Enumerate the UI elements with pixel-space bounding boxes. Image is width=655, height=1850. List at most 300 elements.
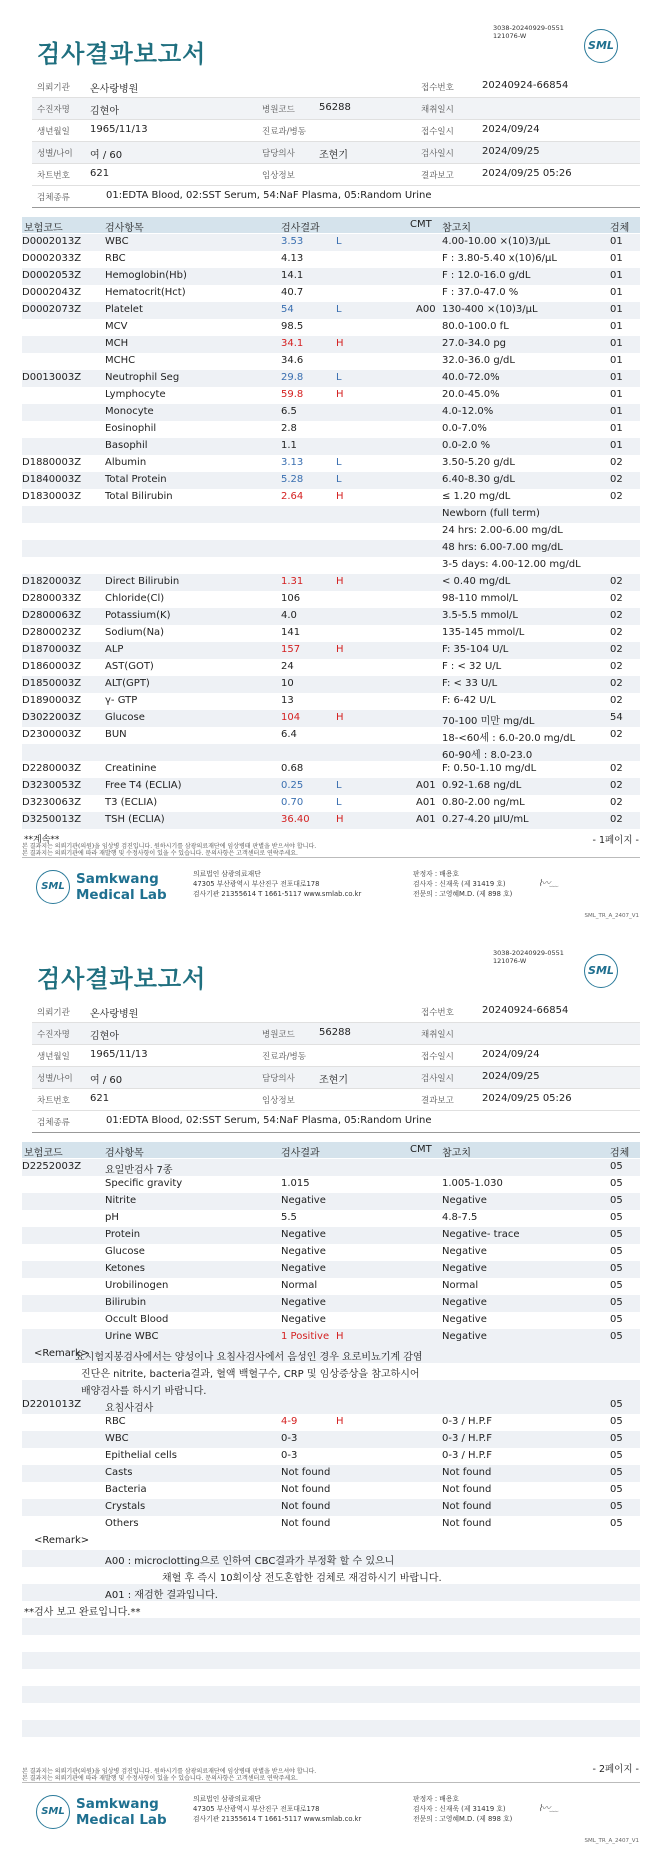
specimen-code: 01 [610, 423, 623, 434]
table-row [22, 744, 640, 761]
col-code: 보험코드 [24, 223, 63, 234]
results-table-header [22, 217, 640, 233]
report-page-2 [0, 925, 655, 1850]
reference-range: Negative [442, 1297, 487, 1308]
specimen-code: 05 [610, 1229, 623, 1240]
test-result: 104 [281, 712, 301, 723]
specimen-code: 01 [610, 236, 623, 247]
reference-range: 24 hrs: 2.00-6.00 mg/dL [442, 525, 563, 536]
table-row [22, 1431, 640, 1448]
signatories [413, 869, 512, 899]
label-specimen: 검체종류 [37, 1118, 70, 1128]
sml-logo-icon [36, 1795, 70, 1829]
label-patient: 수진자명 [37, 105, 70, 115]
test-code: D2300003Z [22, 729, 82, 740]
test-name: Creatinine [105, 763, 157, 774]
value-specimen: 01:EDTA Blood, 02:SST Serum, 54:NaF Plasma, 05:Random Urine [106, 190, 432, 201]
remark-row [22, 1380, 640, 1397]
table-row [22, 625, 640, 642]
table-row [22, 489, 640, 506]
table-row [22, 1499, 640, 1516]
value-receipt-no: 20240924-66854 [482, 1005, 569, 1016]
col-cmt: CMT [410, 1144, 432, 1155]
table-row [22, 234, 640, 251]
reference-range: F: 6-42 U/L [442, 695, 496, 706]
test-result: 0.70 [281, 797, 304, 808]
test-name: Neutrophil Seg [105, 372, 180, 383]
test-code: D1860003Z [22, 661, 82, 672]
table-row [22, 1210, 640, 1227]
document-id-line: 3038-20240929-0551 [493, 949, 564, 957]
label-dob: 생년월일 [37, 127, 70, 137]
sml-logo-text: SML [41, 881, 65, 892]
label-clinical-info: 임상정보 [262, 171, 295, 181]
value-received: 2024/09/24 [482, 1049, 540, 1060]
specimen-code: 02 [610, 814, 623, 825]
reference-range: 0.80-2.00 ng/mL [442, 797, 525, 808]
table-row [22, 710, 640, 727]
form-code: SML_TR_A_2407_V1 [584, 1838, 639, 1844]
specimen-code: 05 [610, 1246, 623, 1257]
test-code: D2800033Z [22, 593, 82, 604]
test-name: RBC [105, 253, 126, 264]
specimen-code: 02 [610, 593, 623, 604]
reference-range: 4.0-12.0% [442, 406, 494, 417]
test-result: 0.25 [281, 780, 304, 791]
test-name: MCHC [105, 355, 136, 366]
result-flag: H [336, 1416, 344, 1427]
reference-range: 130-400 ×(10)3/μL [442, 304, 538, 315]
test-name: Lymphocyte [105, 389, 166, 400]
sml-logo-text: SML [588, 964, 614, 977]
table-row [22, 1244, 640, 1261]
reference-range: Normal [442, 1280, 479, 1291]
test-result: 14.1 [281, 270, 304, 281]
test-result: 2.64 [281, 491, 304, 502]
lab-name-line: Samkwang [76, 871, 159, 887]
reference-range: 3.5-5.5 mmol/L [442, 610, 518, 621]
test-code: D1830003Z [22, 491, 82, 502]
label-receipt-no: 접수번호 [421, 1008, 454, 1018]
result-flag: H [336, 1331, 344, 1342]
result-flag: L [336, 236, 342, 247]
lab-address [193, 869, 361, 899]
reference-range: 48 hrs: 6.00-7.00 mg/dL [442, 542, 563, 553]
reference-range: 0.27-4.20 μIU/mL [442, 814, 529, 825]
specimen-code: 02 [610, 763, 623, 774]
reference-range: F : 37.0-47.0 % [442, 287, 519, 298]
reference-range: 70-100 미만 mg/dL [442, 716, 535, 727]
label-tested: 검사일시 [421, 149, 454, 159]
reference-range: 20.0-45.0% [442, 389, 500, 400]
test-name: TSH (ECLIA) [105, 814, 165, 825]
specimen-code: 01 [610, 304, 623, 315]
table-row [22, 778, 640, 795]
table-row [22, 795, 640, 812]
results-table-body [22, 234, 640, 829]
specimen-code: 02 [610, 627, 623, 638]
form-code: SML_TR_A_2407_V1 [584, 913, 639, 919]
specimen-code: 05 [610, 1433, 623, 1444]
reference-range: 18-<60세 : 6.0-20.0 mg/dL [442, 733, 576, 744]
table-row [22, 404, 640, 421]
value-doctor: 조현기 [319, 1075, 348, 1086]
sml-logo-text: SML [41, 1806, 65, 1817]
test-code: D2800063Z [22, 610, 82, 621]
specimen-code: 02 [610, 491, 623, 502]
signatories [413, 1794, 512, 1824]
test-name: AST(GOT) [105, 661, 154, 672]
test-name: pH [105, 1212, 119, 1223]
test-name: Crystals [105, 1501, 146, 1512]
col-ref: 참고치 [442, 223, 471, 234]
signatory-line: 전문의 : 고영혜M.D. (제 898 호) [413, 890, 513, 898]
result-flag: L [336, 780, 342, 791]
label-sex-age: 성별/나이 [37, 1074, 73, 1084]
reference-range: Negative [442, 1195, 487, 1206]
result-flag: H [336, 712, 344, 723]
test-code: D2280003Z [22, 763, 82, 774]
reference-range: F : 3.80-5.40 x(10)6/μL [442, 253, 557, 264]
table-row [22, 319, 640, 336]
value-patient: 김현아 [90, 1031, 119, 1042]
table-row [22, 251, 640, 268]
table-row [22, 1193, 640, 1210]
table-row [22, 540, 640, 557]
table-row [22, 1278, 640, 1295]
specimen-code: 02 [610, 661, 623, 672]
test-result: 1.1 [281, 440, 297, 451]
reference-range: Negative- trace [442, 1229, 520, 1240]
header-row [32, 1067, 640, 1089]
signature-mark: ⌇〰﹏ [538, 879, 558, 889]
specimen-code: 02 [610, 576, 623, 587]
specimen-code: 01 [610, 338, 623, 349]
lab-name-line: Medical Lab [76, 887, 167, 903]
comment-code: A01 [416, 780, 436, 791]
table-row [22, 1227, 640, 1244]
header-row [32, 1089, 640, 1111]
specimen-code: 02 [610, 457, 623, 468]
test-code: D1890003Z [22, 695, 82, 706]
test-name: Others [105, 1518, 139, 1529]
test-name: Nitrite [105, 1195, 137, 1206]
test-result: Not found [281, 1501, 331, 1512]
remark-label: <Remark> [34, 1535, 90, 1546]
sml-logo-text: SML [588, 39, 614, 52]
table-row [22, 761, 640, 778]
specimen-code: 54 [610, 712, 623, 723]
table-row [22, 421, 640, 438]
test-name: Glucose [105, 712, 145, 723]
result-flag: L [336, 457, 342, 468]
remark-text: 채혈 후 즉시 10회이상 전도혼합한 검체로 재검하시기 바랍니다. [162, 1573, 442, 1584]
test-name: Free T4 (ECLIA) [105, 780, 182, 791]
label-specimen: 검체종류 [37, 193, 70, 203]
continued-marker: **계속** [24, 835, 60, 845]
test-name: WBC [105, 236, 129, 247]
signatory-line: 판정자 : 배용호 [413, 1795, 460, 1803]
header-row [32, 76, 640, 98]
reference-range: 3.50-5.20 g/dL [442, 457, 515, 468]
empty-row [22, 1686, 640, 1703]
test-result: Not found [281, 1467, 331, 1478]
specimen-code: 05 [610, 1263, 623, 1274]
table-row [22, 1159, 640, 1176]
test-name: Hematocrit(Hct) [105, 287, 186, 298]
reference-range: Negative [442, 1263, 487, 1274]
table-row [22, 353, 640, 370]
reference-range: F: 0.50-1.10 mg/dL [442, 763, 537, 774]
reference-range: 3-5 days: 4.00-12.00 mg/dL [442, 559, 581, 570]
specimen-code: 05 [610, 1331, 623, 1342]
test-name: 요일반검사 7종 [105, 1165, 173, 1176]
header-row [32, 1111, 640, 1133]
label-chart-no: 차트번호 [37, 171, 70, 181]
reference-range: Negative [442, 1246, 487, 1257]
specimen-code: 01 [610, 440, 623, 451]
empty-row [22, 1703, 640, 1720]
label-dept: 진료과/병동 [262, 127, 306, 137]
label-received: 접수일시 [421, 1052, 454, 1062]
value-chart-no: 621 [90, 1093, 110, 1104]
table-row [22, 1397, 640, 1414]
header-row [32, 142, 640, 164]
lab-name [76, 1796, 167, 1828]
value-received: 2024/09/24 [482, 124, 540, 135]
test-code: D1880003Z [22, 457, 82, 468]
test-name: Total Protein [105, 474, 167, 485]
table-row [22, 557, 640, 574]
test-result: 157 [281, 644, 301, 655]
test-name: Protein [105, 1229, 141, 1240]
report-complete-text: **검사 보고 완료입니다.** [24, 1607, 141, 1618]
specimen-code: 01 [610, 287, 623, 298]
test-result: Not found [281, 1484, 331, 1495]
reference-range: Not found [442, 1518, 492, 1529]
test-result: 1 Positive [281, 1331, 330, 1342]
col-item: 검사항목 [105, 1148, 144, 1159]
test-result: 54 [281, 304, 294, 315]
test-name: ALP [105, 644, 124, 655]
result-flag: H [336, 389, 344, 400]
patient-header [32, 76, 640, 208]
table-row [22, 455, 640, 472]
value-specimen: 01:EDTA Blood, 02:SST Serum, 54:NaF Plasma, 05:Random Urine [106, 1115, 432, 1126]
label-hospital-code: 병원코드 [262, 1030, 295, 1040]
table-row [22, 1516, 640, 1533]
reference-range: F: < 33 U/L [442, 678, 498, 689]
specimen-code: 02 [610, 610, 623, 621]
remark-text: 요시험지봉검사에서는 양성이나 요침사검사에서 음성인 경우 요로비뇨기계 감염 [75, 1352, 423, 1363]
org-line: 47305 부산광역시 부산진구 전포대로178 [193, 1805, 320, 1813]
document-id-line: 3038-20240929-0551 [493, 24, 564, 32]
value-sex-age: 여 / 60 [90, 1075, 123, 1086]
footer-divider [22, 857, 640, 858]
result-flag: H [336, 644, 344, 655]
table-row [22, 1261, 640, 1278]
header-row [32, 1001, 640, 1023]
value-reported: 2024/09/25 05:26 [482, 1093, 572, 1104]
remark-row [22, 1363, 640, 1380]
test-result: 6.4 [281, 729, 297, 740]
table-row [22, 693, 640, 710]
specimen-code: 05 [610, 1467, 623, 1478]
test-name: Urine WBC [105, 1331, 159, 1342]
label-dept: 진료과/병동 [262, 1052, 306, 1062]
table-row [22, 1482, 640, 1499]
value-dob: 1965/11/13 [90, 124, 148, 135]
signatory-line: 판정자 : 배용호 [413, 870, 460, 878]
result-flag: H [336, 491, 344, 502]
footer-note [22, 843, 316, 857]
header-row [32, 120, 640, 142]
remark-text: A00 : microclotting으로 인하여 CBC결과가 부정확 할 수 있으니 [105, 1556, 395, 1567]
label-received: 접수일시 [421, 127, 454, 137]
test-result: Negative [281, 1297, 326, 1308]
specimen-code: 02 [610, 695, 623, 706]
table-row [22, 727, 640, 744]
test-result: 4.0 [281, 610, 297, 621]
empty-row [22, 1652, 640, 1669]
test-result: 34.1 [281, 338, 304, 349]
label-doctor: 담당의사 [262, 1074, 295, 1084]
remark-row [22, 1601, 640, 1618]
reference-range: 4.8-7.5 [442, 1212, 478, 1223]
reference-range: 135-145 mmol/L [442, 627, 525, 638]
value-sex-age: 여 / 60 [90, 150, 123, 161]
test-code: D1820003Z [22, 576, 82, 587]
test-code: D2252003Z [22, 1161, 82, 1172]
test-name: γ- GTP [105, 695, 138, 706]
footer-note-line: 본 결과지는 의뢰기관(의원)을 임상병 검진입니다. 원하시기를 삼광의료재단에 임상병태 판별을 받으셔야 합니다. [22, 1768, 317, 1775]
test-result: Negative [281, 1229, 326, 1240]
reference-range: 98-110 mmol/L [442, 593, 518, 604]
page-number: - 1페이지 - [592, 835, 639, 846]
test-name: WBC [105, 1433, 129, 1444]
table-row [22, 608, 640, 625]
test-code: D0013003Z [22, 372, 82, 383]
reference-range: 1.005-1.030 [442, 1178, 503, 1189]
remark-label: <Remark> [34, 1348, 90, 1359]
value-institution: 온사랑병원 [90, 1009, 139, 1020]
test-result: 3.53 [281, 236, 304, 247]
reference-range: 6.40-8.30 g/dL [442, 474, 515, 485]
table-row [22, 659, 640, 676]
table-row [22, 336, 640, 353]
table-row [22, 812, 640, 829]
reference-range: Not found [442, 1467, 492, 1478]
specimen-code: 05 [610, 1178, 623, 1189]
results-table-header [22, 1142, 640, 1158]
signature-mark: ⌇〰﹏ [538, 1804, 558, 1814]
test-code: D1840003Z [22, 474, 82, 485]
test-code: D1870003Z [22, 644, 82, 655]
test-code: D0002033Z [22, 253, 82, 264]
label-receipt-no: 접수번호 [421, 83, 454, 93]
test-code: D1850003Z [22, 678, 82, 689]
label-institution: 의뢰기관 [37, 1008, 70, 1018]
specimen-code: 05 [610, 1450, 623, 1461]
specimen-code: 02 [610, 678, 623, 689]
specimen-code: 02 [610, 780, 623, 791]
table-row [22, 1465, 640, 1482]
test-result: 0-3 [281, 1450, 298, 1461]
test-result: Negative [281, 1314, 326, 1325]
header-row [32, 98, 640, 120]
col-result: 검사결과 [281, 223, 320, 234]
empty-row [22, 1720, 640, 1737]
result-flag: L [336, 304, 342, 315]
test-result: Normal [281, 1280, 318, 1291]
document-id-line: 121076-W [493, 957, 527, 965]
footer-divider [22, 1782, 640, 1783]
label-clinical-info: 임상정보 [262, 1096, 295, 1106]
test-name: Bilirubin [105, 1297, 147, 1308]
reference-range: F : 12.0-16.0 g/dL [442, 270, 531, 281]
col-result: 검사결과 [281, 1148, 320, 1159]
table-row [22, 676, 640, 693]
test-name: Albumin [105, 457, 147, 468]
value-hospital-code: 56288 [319, 102, 351, 113]
value-doctor: 조현기 [319, 150, 348, 161]
col-item: 검사항목 [105, 223, 144, 234]
test-code: D2201013Z [22, 1399, 82, 1410]
value-reported: 2024/09/25 05:26 [482, 168, 572, 179]
reference-range: Negative [442, 1314, 487, 1325]
remark-text: 배양검사를 하시기 바랍니다. [81, 1386, 207, 1397]
reference-range: 4.00-10.00 ×(10)3/μL [442, 236, 551, 247]
label-collected: 채취일시 [421, 105, 454, 115]
document-id [493, 949, 564, 965]
specimen-code: 05 [610, 1195, 623, 1206]
reference-range: 40.0-72.0% [442, 372, 500, 383]
test-name: Monocyte [105, 406, 154, 417]
test-code: D3250013Z [22, 814, 82, 825]
test-result: 13 [281, 695, 294, 706]
remark-row [22, 1533, 640, 1550]
header-row [32, 186, 640, 208]
reference-range: Newborn (full term) [442, 508, 540, 519]
reference-range: 80.0-100.0 fL [442, 321, 509, 332]
label-doctor: 담당의사 [262, 149, 295, 159]
test-result: 6.5 [281, 406, 297, 417]
sml-logo-icon [36, 870, 70, 904]
comment-code: A01 [416, 797, 436, 808]
test-name: Potassium(K) [105, 610, 171, 621]
test-result: Negative [281, 1246, 326, 1257]
test-name: Chloride(Cl) [105, 593, 165, 604]
result-flag: L [336, 474, 342, 485]
specimen-code: 02 [610, 729, 623, 740]
footer-note-line: 본 결과지는 의뢰기관에 따라 재발행 및 수정사항이 있을 수 있습니다. 문의사항은 고객센터로 연락주세요. [22, 850, 298, 857]
signatory-line: 검사자 : 신재욱 (제 31419 호) [413, 880, 506, 888]
table-row [22, 268, 640, 285]
header-row [32, 1045, 640, 1067]
col-specimen: 검체 [610, 223, 630, 234]
table-row [22, 438, 640, 455]
col-ref: 참고치 [442, 1148, 471, 1159]
specimen-code: 01 [610, 355, 623, 366]
label-tested: 검사일시 [421, 1074, 454, 1084]
empty-row [22, 1618, 640, 1635]
label-reported: 결과보고 [421, 171, 454, 181]
test-name: Eosinophil [105, 423, 157, 434]
test-code: D0002073Z [22, 304, 82, 315]
test-result: 36.40 [281, 814, 310, 825]
value-chart-no: 621 [90, 168, 110, 179]
document-id-line: 121076-W [493, 32, 527, 40]
